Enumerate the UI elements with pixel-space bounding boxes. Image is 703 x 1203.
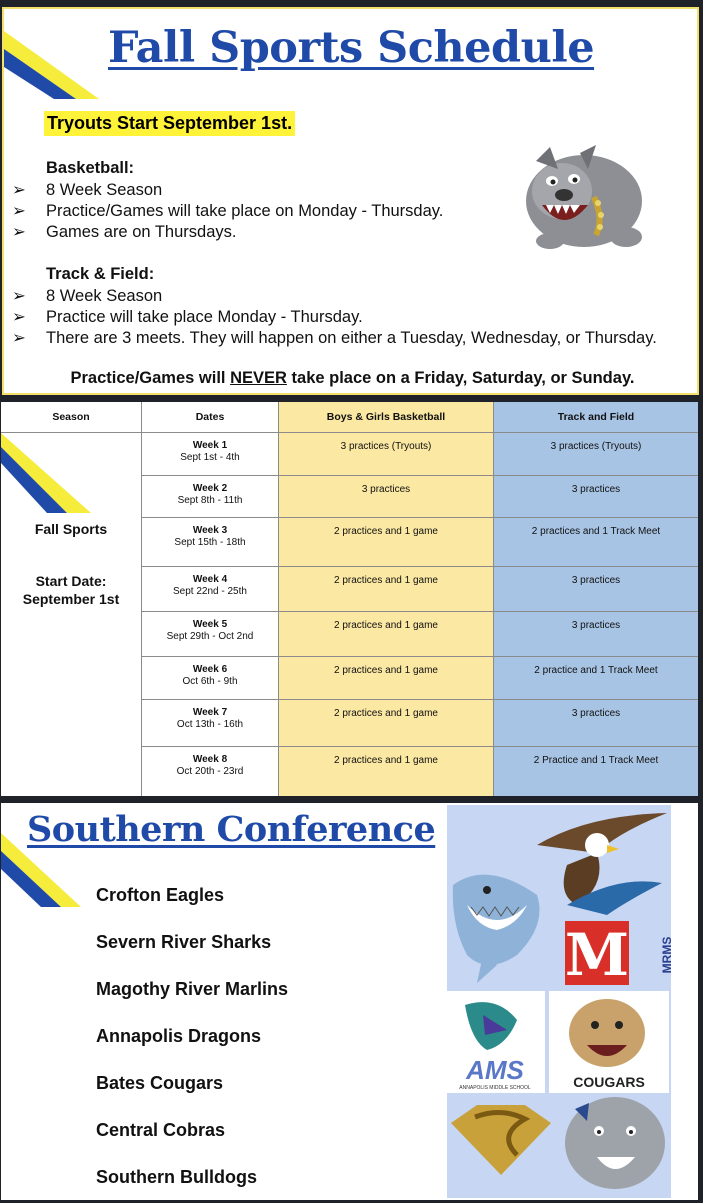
marlin-logo-icon <box>565 881 674 989</box>
header-dates: Dates <box>142 402 279 433</box>
cobra-logo-icon <box>451 1105 551 1175</box>
track-heading: Track & Field: <box>46 265 155 283</box>
bulldog-logo-icon <box>565 1097 665 1189</box>
track-bullet: ➢ There are 3 meets. They will happen on either a Tuesday, Wednesday, or Thursday. <box>12 329 657 347</box>
cougar-logo-icon <box>549 991 669 1093</box>
week-cell: Week 5 Sept 29th - Oct 2nd <box>142 612 279 657</box>
week-cell: Week 2 Sept 8th - 11th <box>142 476 279 518</box>
svg-text:MRMS: MRMS <box>660 936 674 974</box>
basketball-heading: Basketball: <box>46 159 135 177</box>
svg-text:ANNAPOLIS MIDDLE SCHOOL: ANNAPOLIS MIDDLE SCHOOL <box>459 1085 531 1091</box>
corner-stripe-decoration <box>4 9 114 99</box>
track-cell: 2 practices and 1 Track Meet <box>494 518 698 567</box>
basketball-cell: 3 practices (Tryouts) <box>279 433 494 476</box>
basketball-bullet: ➢ 8 Week Season <box>12 181 163 199</box>
arrow-bullet-icon: ➢ <box>12 329 26 347</box>
tryouts-banner: Tryouts Start September 1st. <box>44 111 295 136</box>
track-bullet: ➢ 8 Week Season <box>12 287 163 305</box>
week-cell: Week 7 Oct 13th - 16th <box>142 700 279 747</box>
track-cell: 2 practice and 1 Track Meet <box>494 657 698 700</box>
basketball-cell: 2 practices and 1 game <box>279 518 494 567</box>
basketball-cell: 2 practices and 1 game <box>279 747 494 796</box>
team-name: Central Cobras <box>96 1120 226 1140</box>
basketball-cell: 2 practices and 1 game <box>279 657 494 700</box>
mascot-collage <box>447 805 674 1198</box>
weekly-schedule-table <box>1 402 698 796</box>
week-cell: Week 6 Oct 6th - 9th <box>142 657 279 700</box>
team-name: Annapolis Dragons <box>96 1026 262 1046</box>
arrow-bullet-icon: ➢ <box>12 287 26 305</box>
track-cell: 3 practices <box>494 476 698 518</box>
season-label: Fall Sports <box>34 521 108 537</box>
arrow-bullet-icon: ➢ <box>12 223 26 241</box>
start-date-value: September 1st <box>22 591 120 607</box>
arrow-bullet-icon: ➢ <box>12 202 26 220</box>
team-name: Southern Bulldogs <box>96 1167 257 1187</box>
basketball-cell: 2 practices and 1 game <box>279 567 494 612</box>
week-cell: Week 4 Sept 22nd - 25th <box>142 567 279 612</box>
start-date-label: Start Date: <box>35 573 107 589</box>
week-cell: Week 8 Oct 20th - 23rd <box>142 747 279 796</box>
team-name: Crofton Eagles <box>96 885 225 905</box>
arrow-bullet-icon: ➢ <box>12 308 26 326</box>
basketball-cell: 2 practices and 1 game <box>279 700 494 747</box>
bulldog-mascot-icon <box>522 139 646 251</box>
basketball-bullet: ➢ Games are on Thursdays. <box>12 223 237 241</box>
svg-text:COUGARS: COUGARS <box>573 1074 645 1090</box>
season-cell <box>1 433 142 796</box>
track-bullet: ➢ Practice will take place Monday - Thursday. <box>12 308 363 326</box>
svg-text:M: M <box>564 921 630 989</box>
basketball-cell: 2 practices and 1 game <box>279 612 494 657</box>
header-track: Track and Field <box>494 402 698 433</box>
basketball-bullet: ➢ Practice/Games will take place on Monday - Thursday. <box>12 202 444 220</box>
track-cell: 2 Practice and 1 Track Meet <box>494 747 698 796</box>
header-basketball: Boys & Girls Basketball <box>279 402 494 433</box>
team-name: Magothy River Marlins <box>96 979 289 999</box>
week-cell: Week 1 Sept 1st - 4th <box>142 433 279 476</box>
basketball-cell: 3 practices <box>279 476 494 518</box>
shark-logo-icon <box>453 875 540 983</box>
corner-stripe-decoration <box>1 433 101 513</box>
track-cell: 3 practices <box>494 700 698 747</box>
page-title: Fall Sports Schedule <box>108 23 595 73</box>
team-name: Severn River Sharks <box>96 932 272 952</box>
team-name: Bates Cougars <box>96 1073 224 1093</box>
dragon-logo-icon <box>447 991 545 1093</box>
header-season: Season <box>1 402 142 433</box>
track-cell: 3 practices <box>494 612 698 657</box>
track-cell: 3 practices <box>494 567 698 612</box>
conference-panel <box>1 803 698 1200</box>
week-cell: Week 3 Sept 15th - 18th <box>142 518 279 567</box>
track-cell: 3 practices (Tryouts) <box>494 433 698 476</box>
schedule-info-panel <box>2 7 699 395</box>
svg-text:AMS: AMS <box>466 1055 524 1085</box>
conference-title: Southern Conference <box>27 809 436 850</box>
never-weekend-note: Practice/Games will NEVER take place on a Friday, Saturday, or Sunday. <box>70 369 635 387</box>
arrow-bullet-icon: ➢ <box>12 181 26 199</box>
